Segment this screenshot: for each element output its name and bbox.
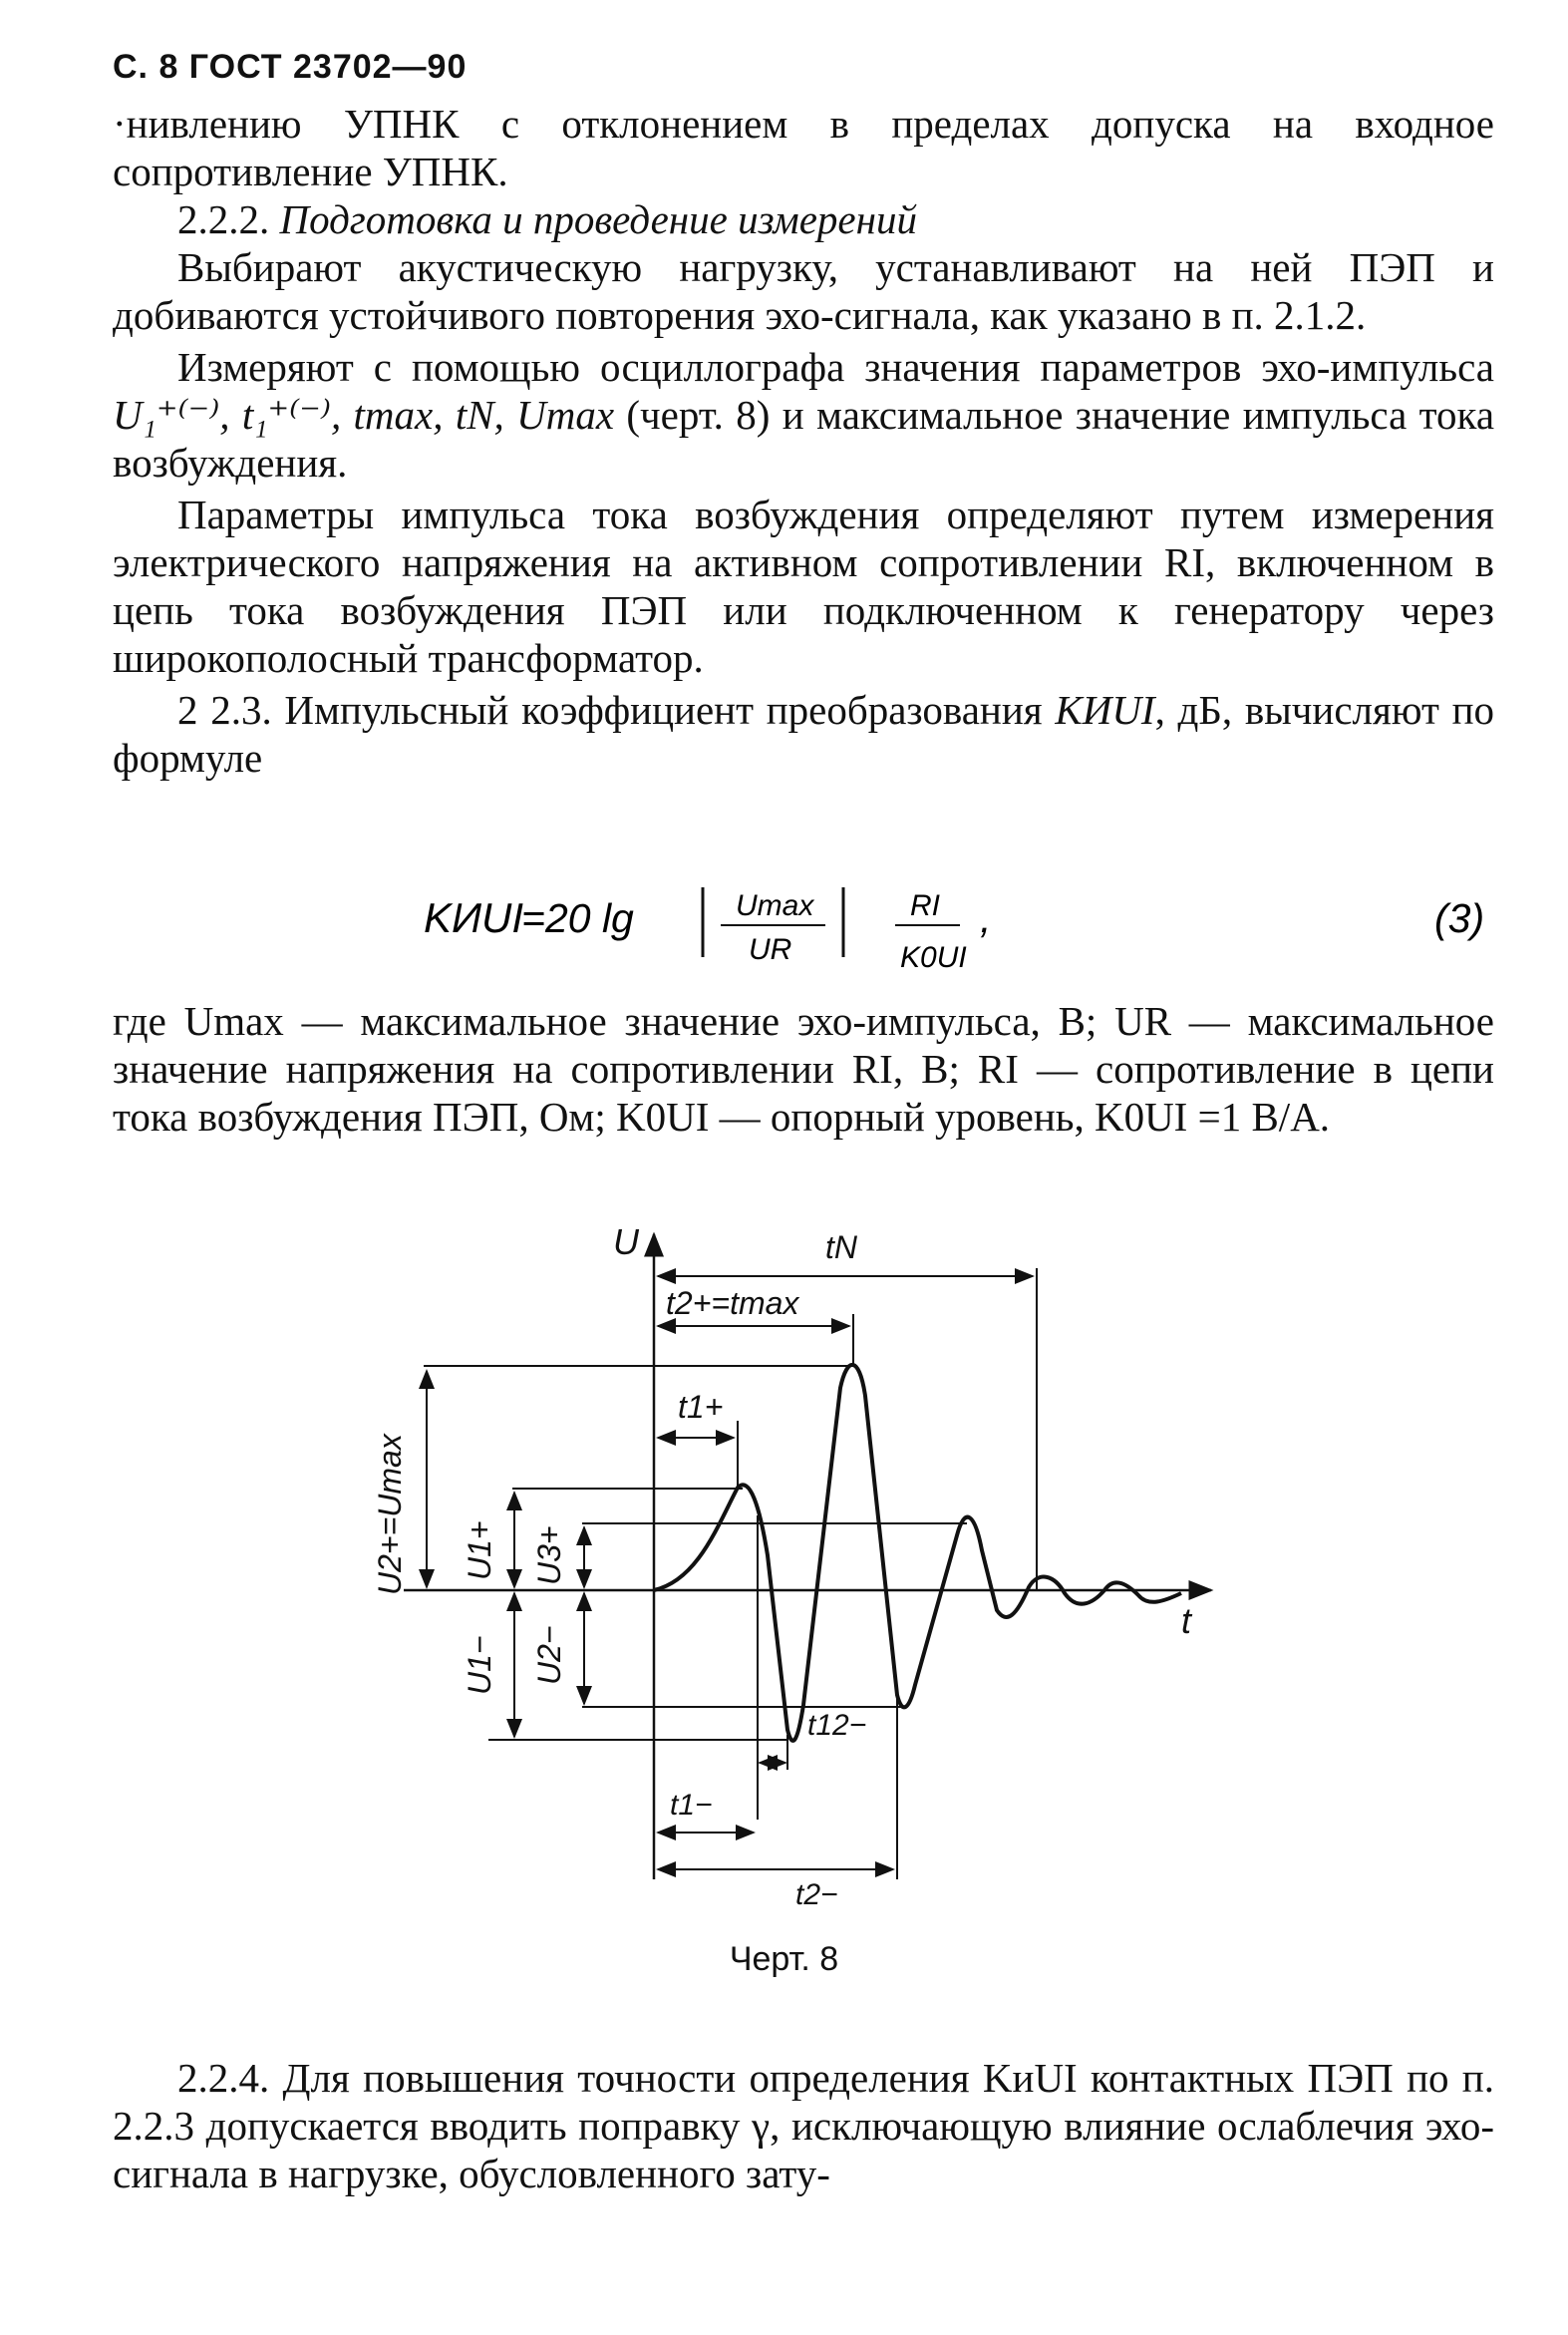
paragraph-measure-text: Измеряют с помощью осциллографа значения параметров эхо-импульса bbox=[177, 344, 1494, 390]
echo-pulse-waveform bbox=[654, 1365, 1181, 1741]
formula-denominator-2: K0UI bbox=[900, 941, 967, 974]
t12-minus-label: t12− bbox=[807, 1709, 867, 1742]
paragraph-continuation: ·нивлению УПНК с отклонением в пределах допуска на входное сопротивление УПНК. bbox=[113, 101, 1494, 194]
figure-caption: Черт. 8 bbox=[729, 1940, 839, 1978]
paragraph-excitation: Параметры импульса тока возбуждения определяют путем измерения электрического напряжения на активном сопротивлении RI, включенном в цепь тока возбуждения ПЭП или подключенном к генератору через широкополосный трансформатор. bbox=[113, 492, 1494, 681]
t2-plus-tmax-label: t2+=tmax bbox=[666, 1285, 799, 1321]
paragraph-acoustic-load: Выбирают акустическую нагрузку, устанавливают на ней ПЭП и добиваются устойчивого повторения эхо-сигнала, как указано в п. 2.1.2. bbox=[113, 244, 1494, 338]
paragraph-where: где Umax — максимальное значение эхо-импульса, В; UR — максимальное значение напряжения на сопротивлении RI, В; RI — сопротивление в цепи тока возбуждения ПЭП, Ом; K0UI — опорный уровень, K0UI =1 В/А. bbox=[113, 998, 1494, 1140]
u1-plus-label: U1+ bbox=[462, 1520, 497, 1580]
t2-minus-label: t2− bbox=[795, 1878, 838, 1911]
u-axis-label: U bbox=[613, 1221, 639, 1262]
section-title: Подготовка и проведение измерений bbox=[279, 196, 917, 242]
text-block-bottom bbox=[113, 2054, 1494, 2197]
tn-label: tN bbox=[825, 1229, 857, 1265]
u2-minus-label: U2− bbox=[531, 1625, 567, 1685]
section-number: 2.2.2. bbox=[177, 196, 270, 242]
page-header: С. 8 ГОСТ 23702—90 bbox=[113, 48, 468, 86]
formula-numerator-1: Umax bbox=[736, 889, 814, 922]
u2-plus-umax-label: U2+=Umax bbox=[372, 1434, 408, 1595]
paragraph-2-2-4: 2.2.4. Для повышения точности определения KиUI контактных ПЭП по п. 2.2.3 допускается вводить поправку γ, исключающую влияние ослаблечия эхо-сигнала в нагрузке, обусловленного зату- bbox=[113, 2055, 1494, 2196]
formula-denominator-1: UR bbox=[749, 933, 792, 966]
formula-comma: , bbox=[980, 895, 992, 941]
t1-minus-label: t1− bbox=[670, 1789, 713, 1822]
t1-plus-label: t1+ bbox=[678, 1389, 724, 1425]
paragraph-2-2-3-text: 2 2.3. Импульсный коэффициент преобразования bbox=[177, 687, 1043, 733]
paragraph-2-2-3-tail: , дБ, вычисляют по формуле bbox=[113, 687, 1495, 781]
coefficient-symbol: KИUI bbox=[1055, 687, 1155, 733]
formula-eq: =20 lg bbox=[521, 895, 634, 941]
formula-number: (3) bbox=[1434, 895, 1485, 941]
u3-plus-label: U3+ bbox=[531, 1525, 567, 1585]
pulse-parameter-symbols: U₁⁺⁽⁻⁾, t₁⁺⁽⁻⁾, tmax, tN, Umax bbox=[113, 392, 615, 438]
t-axis-label: t bbox=[1181, 1600, 1192, 1641]
u1-minus-label: U1− bbox=[462, 1635, 497, 1695]
formula-numerator-2: RI bbox=[910, 889, 940, 922]
paragraph-measure-tail: (черт. 8) и максимальное значение импульса тока возбуждения. bbox=[113, 392, 1495, 486]
formula-lhs: KИUI bbox=[424, 894, 524, 941]
